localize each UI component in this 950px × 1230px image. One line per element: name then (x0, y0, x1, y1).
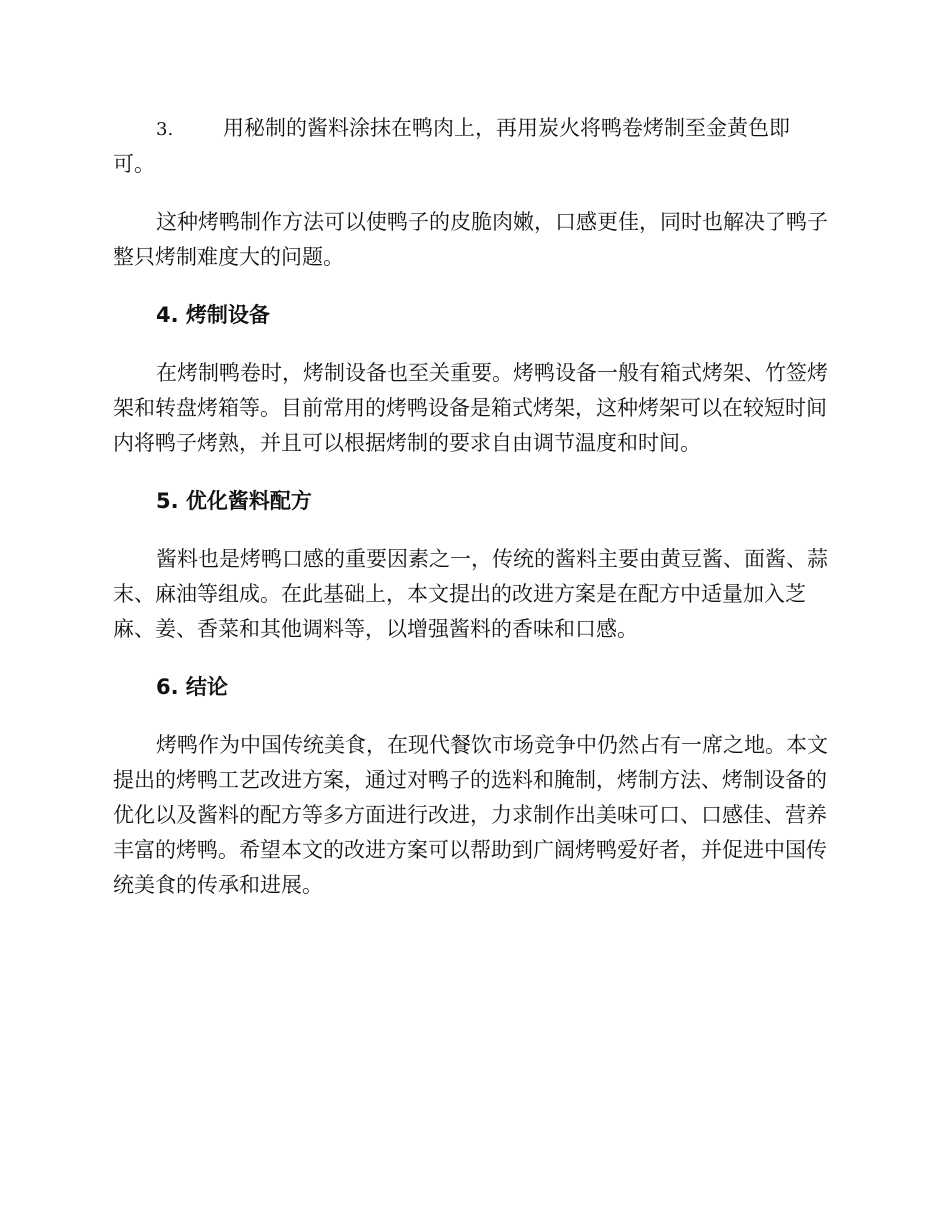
list-item-text: 用秘制的酱料涂抹在鸭肉上，再用炭火将鸭卷烤制至金黄色即可。 (113, 116, 790, 176)
list-item-3 (113, 111, 831, 182)
paragraph-conclusion: 烤鸭作为中国传统美食，在现代餐饮市场竞争中仍然占有一席之地。本文提出的烤鸭工艺改进方案，通过对鸭子的选料和腌制，烤制方法、烤制设备的优化以及酱料的配方等多方面进行改进，力求制作出美味可口、口感佳、营养丰富的烤鸭。希望本文的改进方案可以帮助到广阔烤鸭爱好者，并促进中国传统美食的传承和进展。 (113, 733, 828, 897)
document-body (113, 111, 831, 903)
spacer (113, 705, 831, 728)
spacer (113, 647, 831, 670)
section-heading-equipment: 4. 烤制设备 (156, 303, 270, 327)
paragraph-equipment: 在烤制鸭卷时，烤制设备也至关重要。烤鸭设备一般有箱式烤架、竹签烤架和转盘烤箱等。目前常用的烤鸭设备是箱式烤架，这种烤架可以在较短时间内将鸭子烤熟，并且可以根据烤制的要求自由调节温度和时间。 (113, 361, 828, 455)
spacer (113, 519, 831, 542)
spacer (113, 461, 831, 484)
spacer (113, 182, 831, 205)
paragraph-sauce: 酱料也是烤鸭口感的重要因素之一，传统的酱料主要由黄豆酱、面酱、蒜末、麻油等组成。在此基础上，本文提出的改进方案是在配方中适量加入芝麻、姜、香菜和其他调料等，以增强酱料的香味和口感。 (113, 547, 828, 641)
paragraph-method-summary: 这种烤鸭制作方法可以使鸭子的皮脆肉嫩，口感更佳，同时也解决了鸭子整只烤制难度大的问题。 (113, 210, 828, 269)
list-item-number: 3. (156, 119, 174, 140)
section-heading-conclusion: 6. 结论 (156, 675, 228, 699)
spacer (113, 333, 831, 356)
section-heading-sauce: 5. 优化酱料配方 (156, 489, 312, 513)
spacer (113, 275, 831, 298)
